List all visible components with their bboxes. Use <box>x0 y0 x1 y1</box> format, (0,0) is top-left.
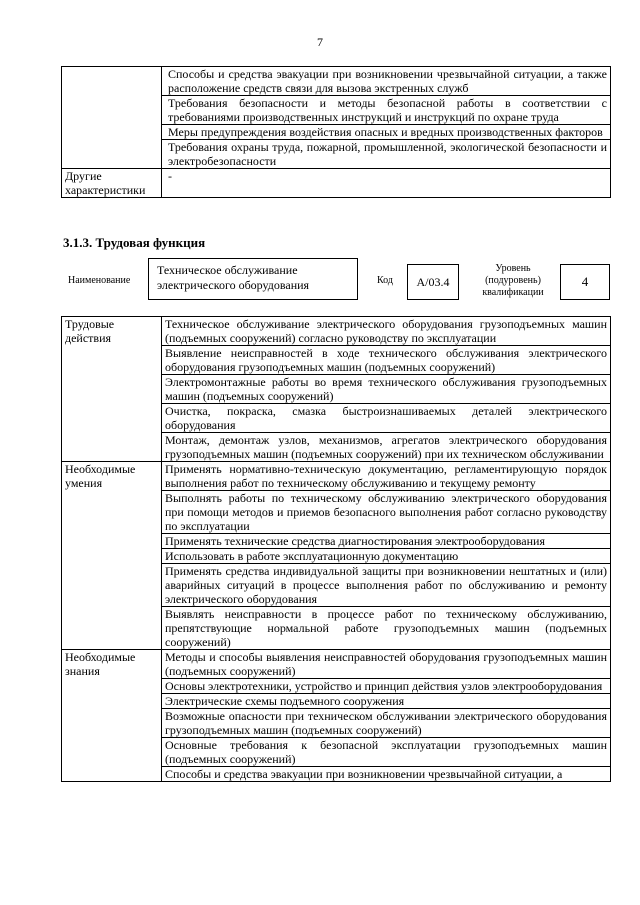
section-heading: 3.1.3. Трудовая функция <box>63 235 206 250</box>
table-cell: Электрические схемы подъемного сооружения <box>162 694 611 709</box>
table-cell: Монтаж, демонтаж узлов, механизмов, агрегатов электрического оборудования грузоподъемных машин (подъемных сооружений) при их техническом обслуживании <box>162 433 611 462</box>
table-row <box>62 650 611 679</box>
group-label-required-knowledge: Необходимые знания <box>62 650 162 782</box>
table-cell: Способы и средства эвакуации при возникновении чрезвычайной ситуации, а также расположение средств связи для вызова экстренных служб <box>162 67 611 96</box>
name-value-box: Техническое обслуживание электрического оборудования <box>148 258 358 300</box>
top-characteristics-table <box>61 66 611 198</box>
table-cell: Использовать в работе эксплуатационную документацию <box>162 549 611 564</box>
table-row <box>62 67 611 96</box>
table-row <box>62 317 611 346</box>
table-cell: Меры предупреждения воздействия опасных и вредных производственных факторов <box>162 125 611 140</box>
code-label: Код <box>377 275 393 286</box>
table-cell: Способы и средства эвакуации при возникновении чрезвычайной ситуации, а <box>162 767 611 782</box>
table-cell: Основы электротехники, устройство и принцип действия узлов электрооборудования <box>162 679 611 694</box>
table-cell: Выявление неисправностей в ходе технического обслуживания электрического оборудования грузоподъемных машин (подъемных сооружений) <box>162 346 611 375</box>
labor-function-table <box>61 316 611 782</box>
table-cell: Основные требования к безопасной эксплуатации грузоподъемных машин (подъемных сооружений) <box>162 738 611 767</box>
table-cell: Выявлять неисправности в процессе работ по техническому обслуживанию, препятствующие нормальной работе грузоподъемных машин (подъемных сооружений) <box>162 607 611 650</box>
table-cell: Применять технические средства диагностирования электрооборудования <box>162 534 611 549</box>
table-cell: Применять средства индивидуальной защиты при возникновении нештатных и (или) аварийных ситуаций в процессе выполнения работ по обслуживанию и ремонту электрического оборудования <box>162 564 611 607</box>
row-label-empty <box>62 67 162 169</box>
qualification-level-label: Уровень (подуровень) квалификации <box>482 263 544 298</box>
table-cell: Требования безопасности и методы безопасной работы в соответствии с требованиями производственных инструкций и инструкций по охране труда <box>162 96 611 125</box>
table-cell: Электромонтажные работы во время технического обслуживания грузоподъемных машин (подъемных сооружений) <box>162 375 611 404</box>
table-cell: Методы и способы выявления неисправностей оборудования грузоподъемных машин (подъемных сооружений) <box>162 650 611 679</box>
table-row <box>62 462 611 491</box>
table-cell: Очистка, покраска, смазка быстроизнашиваемых деталей электрического оборудования <box>162 404 611 433</box>
row-label-other-characteristics: Другие характеристики <box>62 169 162 198</box>
table-cell: Возможные опасности при техническом обслуживании электрического оборудования грузоподъемных машин (подъемных сооружений) <box>162 709 611 738</box>
table-cell: - <box>162 169 611 198</box>
qualification-level-box: 4 <box>560 264 610 300</box>
name-label: Наименование <box>68 275 131 286</box>
table-cell: Требования охраны труда, пожарной, промышленной, экологической безопасности и электробезопасности <box>162 140 611 169</box>
code-value-box: A/03.4 <box>407 264 459 300</box>
group-label-labor-actions: Трудовые действия <box>62 317 162 462</box>
group-label-required-skills: Необходимые умения <box>62 462 162 650</box>
table-row <box>62 169 611 198</box>
table-cell: Применять нормативно-техническую документацию, регламентирующую порядок выполнения работ по техническому обслуживанию и текущему ремонту <box>162 462 611 491</box>
table-cell: Техническое обслуживание электрического оборудования грузоподъемных машин (подъемных сооружений) согласно руководству по эксплуатации <box>162 317 611 346</box>
table-cell: Выполнять работы по техническому обслуживанию электрического оборудования при помощи методов и приемов безопасного выполнения работ согласно руководству по эксплуатации <box>162 491 611 534</box>
page-number: 7 <box>317 35 323 49</box>
